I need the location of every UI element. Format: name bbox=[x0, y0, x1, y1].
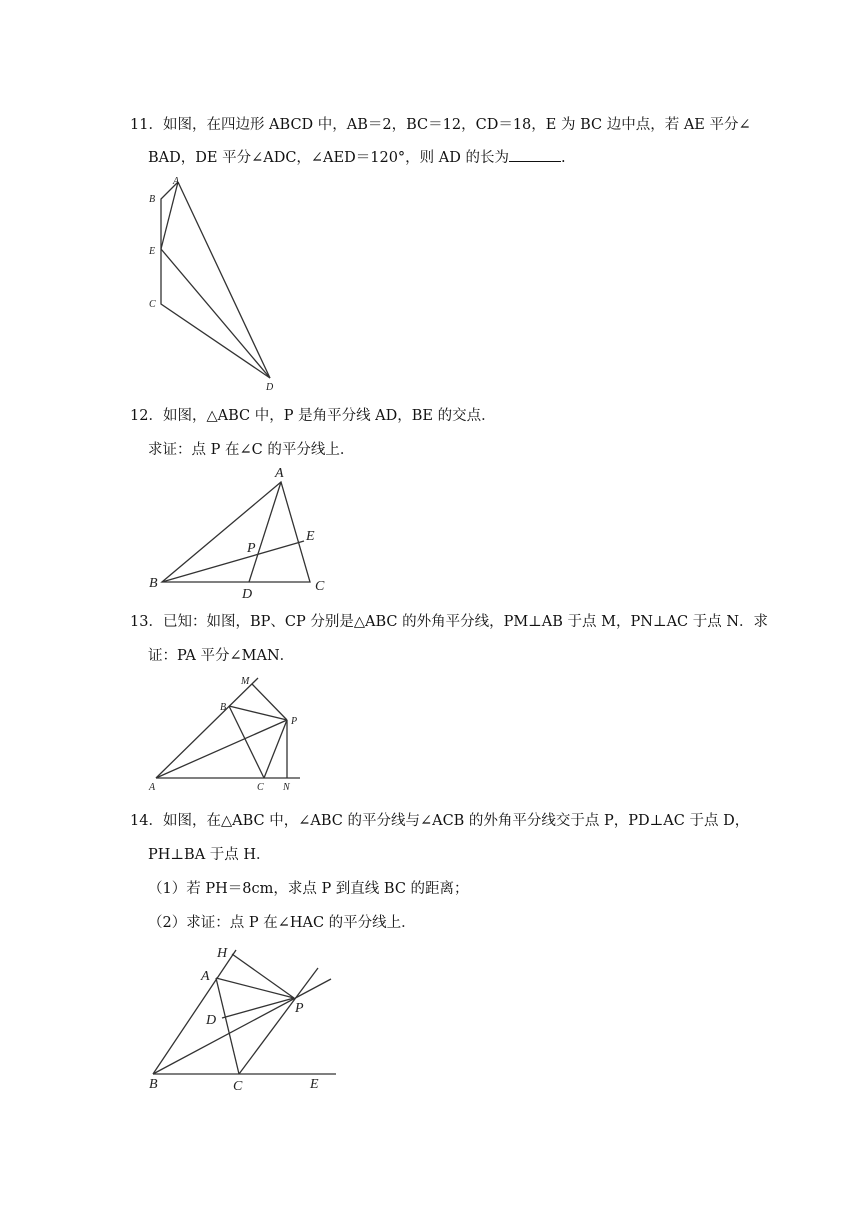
fig14-label-B: B bbox=[149, 1077, 158, 1092]
fig14-segment-A-P bbox=[216, 978, 294, 998]
figure-12 bbox=[140, 460, 340, 600]
fig14-label-A: A bbox=[201, 969, 210, 984]
fig12-label-B: B bbox=[149, 576, 158, 591]
fig11-segment-A-E bbox=[161, 182, 178, 249]
problem-14-line-3: （1）若 PH＝8cm，求点 P 到直线 BC 的距离； bbox=[148, 881, 469, 897]
fig14-segment-A-C bbox=[216, 978, 239, 1074]
fig11-segment-A-D bbox=[178, 182, 270, 378]
problem-11-line-2-text: BAD，DE 平分∠ADC，∠AED＝120°，则 AD 的长为 bbox=[148, 150, 509, 166]
fig11-label-A: A bbox=[173, 176, 180, 187]
fig14-bisector-C-P bbox=[239, 968, 318, 1074]
fig11-label-C: C bbox=[149, 299, 156, 310]
fig13-label-C: C bbox=[257, 782, 264, 793]
fig14-label-P: P bbox=[295, 1001, 304, 1016]
fig12-segment-A-D bbox=[249, 482, 281, 582]
fig13-segment-M-P bbox=[252, 684, 287, 720]
problem-14-line-4: （2）求证：点 P 在∠HAC 的平分线上． bbox=[148, 915, 416, 931]
problem-12-line-1: 12．如图，△ABC 中，P 是角平分线 AD，BE 的交点． bbox=[130, 408, 496, 424]
fig13-segment-B-P bbox=[229, 706, 287, 720]
fig14-label-C: C bbox=[233, 1079, 243, 1094]
problem-11-line-1: 11．如图，在四边形 ABCD 中，AB＝2，BC＝12，CD＝18，E 为 BC 边中点，若 AE 平分∠ bbox=[130, 117, 751, 133]
problem-14-line-1: 14．如图，在△ABC 中，∠ABC 的平分线与∠ACB 的外角平分线交于点 P，PD⊥AC 于点 D， bbox=[130, 813, 750, 829]
fig14-segment-H-P bbox=[232, 954, 294, 998]
fig12-label-C: C bbox=[315, 579, 325, 594]
fig12-segment-B-E bbox=[162, 541, 304, 582]
problem-11-line-2 bbox=[148, 146, 566, 167]
problem-14-line-2: PH⊥BA 于点 H． bbox=[148, 847, 271, 863]
fig13-label-B: B bbox=[220, 702, 227, 713]
fig12-label-P: P bbox=[247, 541, 256, 556]
fig11-segment-A-B-C-D bbox=[161, 182, 270, 378]
problem-13-line-1: 13．已知：如图，BP、CP 分别是△ABC 的外角平分线，PM⊥AB 于点 M，PN⊥AC 于点 N．求 bbox=[130, 614, 769, 630]
fig12-triangle-ABC bbox=[162, 482, 310, 582]
figure-11 bbox=[140, 172, 300, 394]
fig13-label-N: N bbox=[283, 782, 290, 793]
fig11-segment-E-D bbox=[161, 249, 270, 378]
fig13-segment-B-C bbox=[229, 706, 264, 778]
fig13-label-A: A bbox=[149, 782, 156, 793]
fig13-label-P: P bbox=[291, 716, 298, 727]
fig11-label-B: B bbox=[149, 194, 156, 205]
figure-14 bbox=[140, 936, 350, 1096]
fig13-label-M: M bbox=[241, 676, 250, 687]
problem-11-period: . bbox=[560, 150, 566, 166]
fig12-label-A: A bbox=[275, 466, 284, 481]
fig12-label-E: E bbox=[306, 529, 315, 544]
fig13-line-A-through-B-M bbox=[156, 678, 258, 778]
fig12-label-D: D bbox=[242, 587, 253, 600]
figure-13 bbox=[140, 668, 310, 796]
fig14-label-H: H bbox=[217, 946, 228, 961]
fig14-label-E: E bbox=[310, 1077, 319, 1092]
answer-blank bbox=[509, 149, 561, 162]
fig14-bisector-B-P bbox=[153, 979, 331, 1074]
problem-13-line-2: 证：PA 平分∠MAN． bbox=[148, 648, 295, 664]
fig11-label-D: D bbox=[266, 382, 274, 393]
problem-12-line-2: 求证：点 P 在∠C 的平分线上． bbox=[148, 442, 355, 458]
fig11-label-E: E bbox=[149, 246, 156, 257]
fig14-label-D: D bbox=[206, 1013, 217, 1028]
